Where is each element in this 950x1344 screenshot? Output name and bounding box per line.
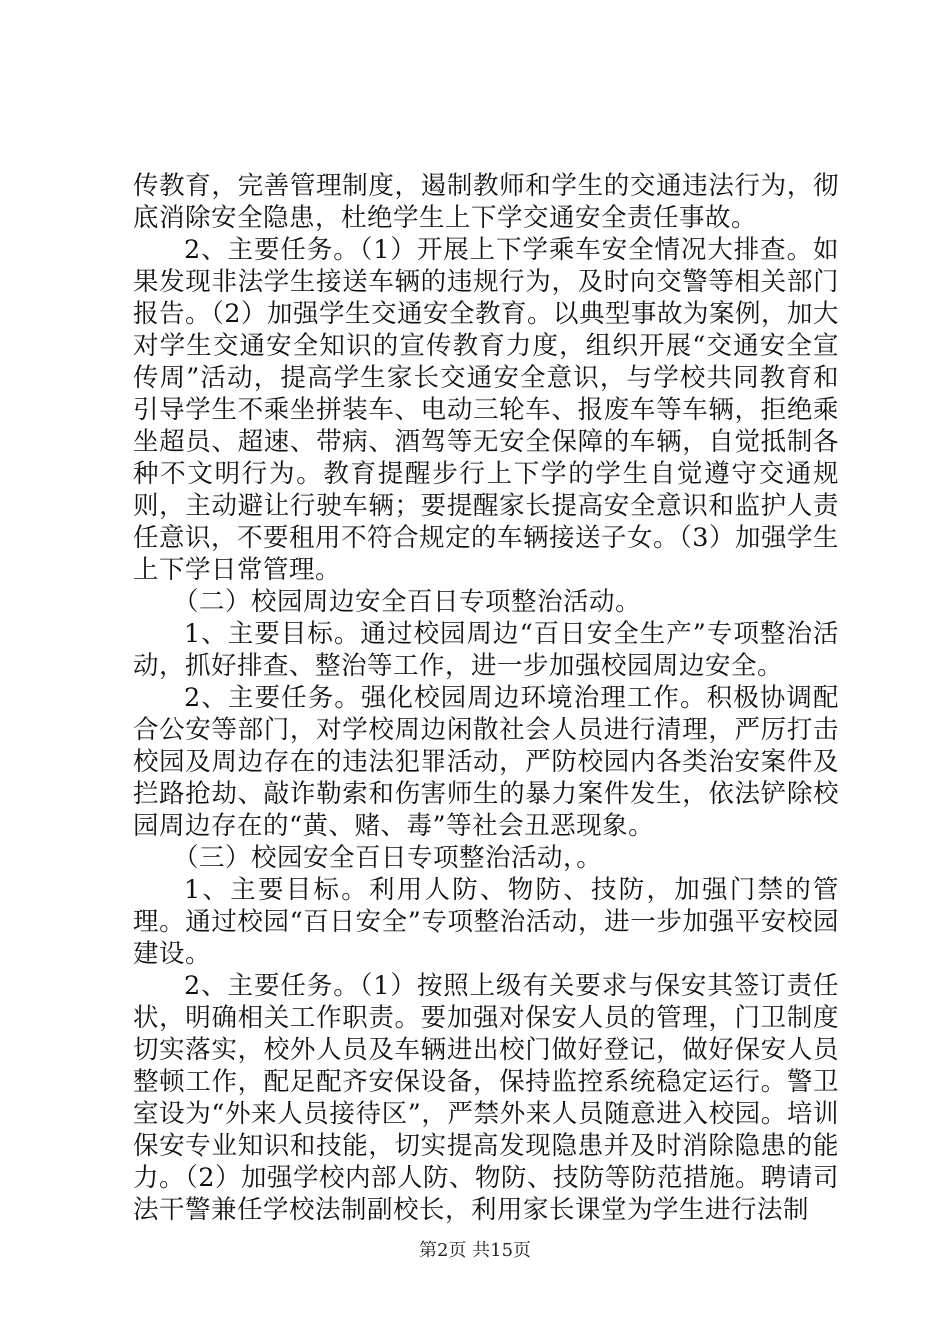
paragraph-task-campus: 2、主要任务。（1）按照上级有关要求与保安其签订责任状，明确相关工作职责。要加强对保安人员的管理，门卫制度切实落实，校外人员及车辆进出校门做好登记，做好保安人员整顿工作，配足配齐安保设备，保持监控系统稳定运行。警卫室设为“外来人员接待区”，严禁外来人员随意进入校园。培训保安专业知识和技能，切实提高发现隐患并及时消除隐患的能力。（2）加强学校内部人防、物防、技防等防范措施。聘请司法干警兼任学校法制副校长，利用家长课堂为学生进行法制 bbox=[133, 971, 839, 1225]
section-heading-campus-safety: （三）校园安全百日专项整治活动，。 bbox=[173, 843, 603, 873]
paragraph-goal-surroundings: 1、主要目标。通过校园周边“百日安全生产”专项整治活动，抓好排查、整治等工作，进一步加强校园周边安全。 bbox=[133, 619, 839, 681]
section-heading-campus-surroundings: （二）校园周边安全百日专项整治活动。 bbox=[173, 587, 642, 617]
paragraph-task-traffic: 2、主要任务。（1）开展上下学乘车安全情况大排查。如果发现非法学生接送车辆的违规行为，及时向交警等相关部门报告。（2）加强学生交通安全教育。以典型事故为案例，加大对学生交通安全知识的宣传教育力度，组织开展“交通安全宣传周”活动，提高学生家长交通安全意识，与学校共同教育和引导学生不乘坐拼装车、电动三轮车、报废车等车辆，拒绝乘坐超员、超速、带病、酒驾等无安全保障的车辆，自觉抵制各种不文明行为。教育提醒步行上下学的学生自觉遵守交通规则，主动避让行驶车辆；要提醒家长提高安全意识和监护人责任意识，不要租用不符合规定的车辆接送子女。（3）加强学生上下学日常管理。 bbox=[133, 235, 839, 585]
document-body bbox=[133, 170, 839, 1226]
paragraph-goal-campus: 1、主要目标。利用人防、物防、技防，加强门禁的管理。通过校园“百日安全”专项整治活动，进一步加强平安校园建设。 bbox=[133, 875, 839, 969]
paragraph-continuation: 传教育，完善管理制度，遏制教师和学生的交通违法行为，彻底消除安全隐患，杜绝学生上下学交通安全责任事故。 bbox=[133, 171, 839, 233]
paragraph-task-surroundings: 2、主要任务。强化校园周边环境治理工作。积极协调配合公安等部门，对学校周边闲散社会人员进行清理，严厉打击校园及周边存在的违法犯罪活动，严防校园内各类治安案件及拦路抢劫、敲诈勒索和伤害师生的暴力案件发生，依法铲除校园周边存在的“黄、赌、毒”等社会丑恶现象。 bbox=[133, 683, 839, 841]
page-number-footer: 第2页 共15页 bbox=[418, 1240, 532, 1261]
